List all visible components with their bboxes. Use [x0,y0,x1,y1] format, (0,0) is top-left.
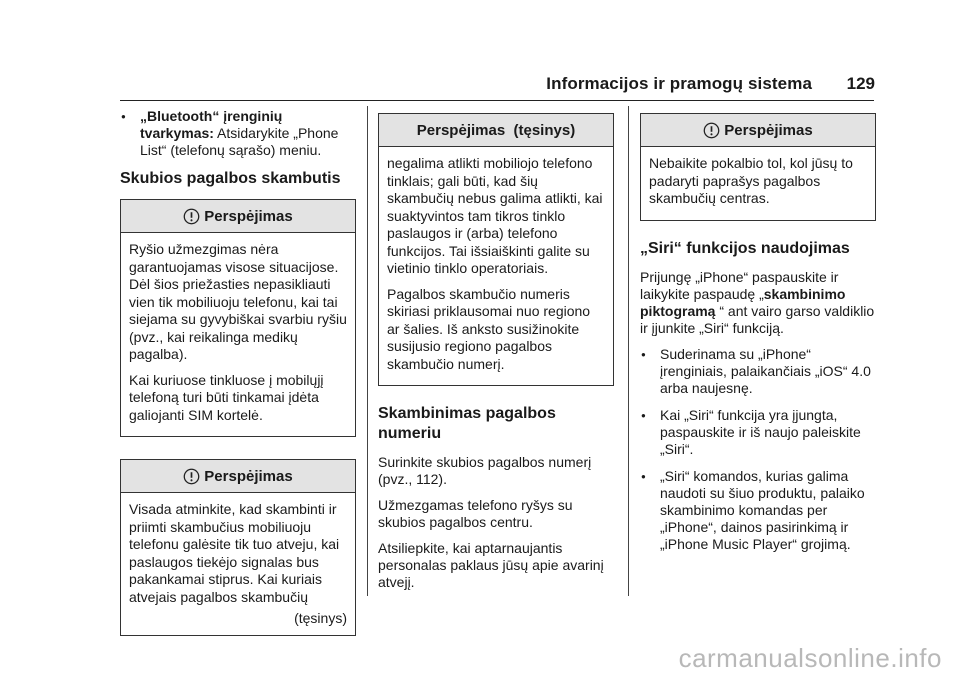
page-number: 129 [846,74,875,93]
bullet-label: „Bluetooth“ įrenginių tvarkymas: [140,108,283,141]
warning-paragraph: Ryšio užmezgimas nėra garantuojamas visose situacijose. Dėl šios priežasties nepasikliauti vien tik mobiliuoju telefonu, kai tai siejama su gyvybiškai svarbiu ryšiu (pvz., kai reikalinga medikų pagalba). [129,241,347,362]
body-paragraph: Surinkite skubios pagalbos numerį (pvz., 112). [378,454,592,487]
warning-box [640,113,876,221]
intro-text: “ ant vairo garso valdiklio ir įjunkite „Siri“ funkciją. [640,302,875,336]
bullet-marker: ● [641,410,646,420]
bullet-marker: ● [641,471,646,481]
warning-icon [183,208,200,225]
page-header [0,0,960,100]
warning-paragraph: negalima atlikti mobiliojo telefono tinklais; gali būti, kad šių skambučių nebus galima atlikti, kai suaktyvintos tam tikros tinklo paslaugos ir (arba) telefono funkcijos. Tai išsiaiškinti galite su vietinio tinklo operatoriais. [387,155,603,276]
warning-title: Perspėjimas (tęsinys) [416,121,576,139]
bullet-text: Kai „Siri“ funkcija yra įjungta, paspauskite ir iš naujo paleiskite „Siri“. [660,406,861,457]
warning-icon [703,122,720,139]
warning-paragraph: Pagalbos skambučio numeris skiriasi priklausomai nuo regiono ar šalies. Iš anksto susižinokite susijusio regiono pagalbos skambučio numerį. [387,285,591,372]
column-3 [640,113,876,563]
warning-paragraph: Kai kuriuose tinkluose į mobilųjį telefoną turi būti tinkamai įdėta galiojanti SIM kortelė. [129,371,324,423]
column-divider [367,106,368,596]
section-heading-emergency: Skubios pagalbos skambutis [120,170,341,187]
bullet-text: Suderinama su „iPhone“ įrenginiais, palaikančiais „iOS“ 4.0 arba naujesnę. [660,345,871,396]
warning-box [120,459,356,636]
watermark: carmanualsonline.info [678,643,942,673]
warning-title: Perspėjimas [724,121,813,139]
bluetooth-bullet [120,108,356,159]
section-heading-calling: Skambinimas pagalbos numeriu [378,405,556,442]
body-paragraph: Užmezgamas telefono ryšys su skubios pagalbos centru. [378,497,573,530]
bullet-marker: ● [641,349,646,359]
header-rule [120,100,874,101]
warning-box [120,199,356,437]
list-item [640,468,876,553]
warning-paragraph: Visada atminkite, kad skambinti ir priimti skambučius mobiliuoju telefonu galėsite tik tuo atveju, kai paslaugos tiekėjo signalas bus pakankamai stiprus. Kai kuriais atvejais pagalbos skambučių [129,501,340,605]
header-title: Informacijos ir pramogų sistema [546,74,812,93]
warning-paragraph: Nebaikite pokalbio tol, kol jūsų to padaryti paprašys pagalbos skambučių centras. [649,155,853,206]
warning-header [121,200,355,233]
list-item [640,346,876,397]
warning-title: Perspėjimas [204,467,293,485]
warning-header [121,460,355,493]
warning-title: Perspėjimas [204,207,293,225]
bullet-text: „Siri“ komandos, kurias galima naudoti su šiuo produktu, palaiko skambinimo komandas per „iPhone“, dainos pasirinkimą ir „iPhone Music Player“ grojimą. [660,467,865,552]
intro-text: Prijungę „iPhone“ paspauskite ir laikykite paspaudę „ [640,268,839,302]
section-heading-siri: „Siri“ funkcijos naudojimas [640,239,850,257]
column-2 [378,113,614,600]
list-item [640,407,876,458]
body-paragraph [640,269,876,337]
warning-icon [183,468,200,485]
continued-label: (tęsinys) [294,610,347,626]
bullet-marker: ● [121,112,126,121]
column-1 [120,108,356,650]
warning-box-continued [378,113,614,386]
warning-header [379,114,613,147]
bullet-text: Atsidarykite „Phone List“ (telefonų sąrašo) meniu. [140,125,339,158]
body-paragraph: Atsiliepkite, kai aptarnaujantis personalas paklaus jūsų apie avarinį atvejį. [378,540,604,590]
call-icon-term: skambinimo piktogramą [640,285,846,319]
warning-header [641,114,875,147]
column-divider [628,106,629,596]
